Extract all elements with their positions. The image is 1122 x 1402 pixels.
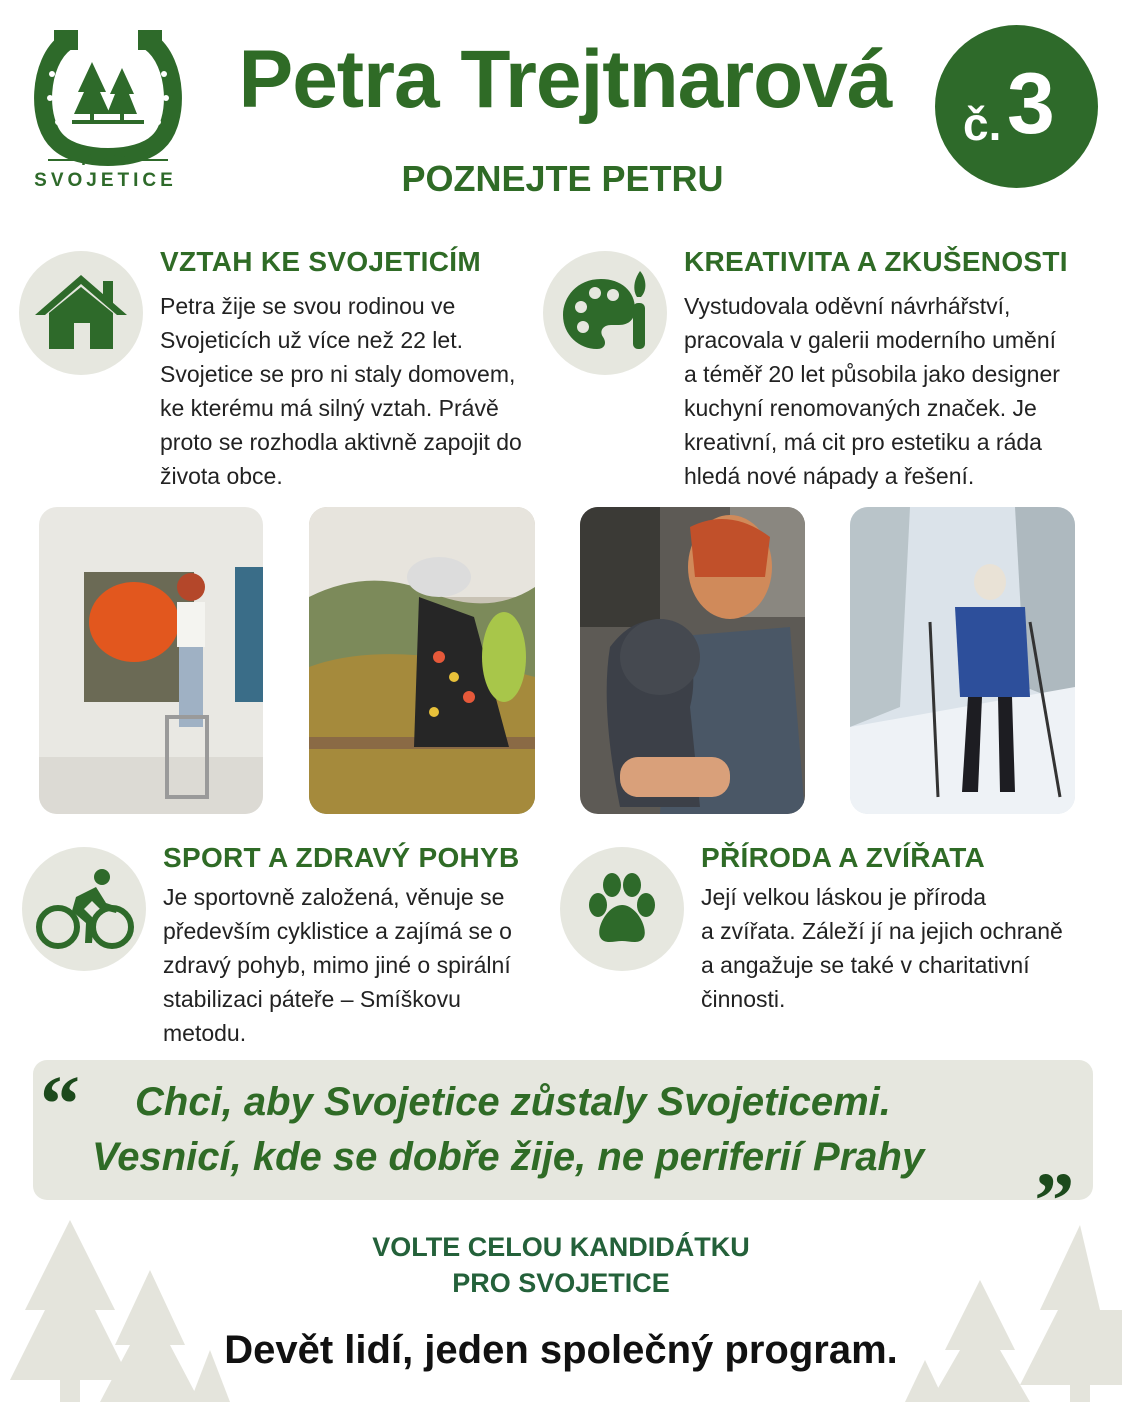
text-line: pracovala v galerii moderního umění — [684, 327, 1057, 353]
text-line: Svojetice se pro ni staly domovem, — [160, 361, 516, 387]
open-quote-mark: “ — [40, 1061, 80, 1149]
logo-text-pro: PRO — [81, 150, 130, 169]
text-line: zdravý pohyb, mimo jiné o spirální — [163, 952, 511, 978]
text-line: ke kterému má silný vztah. Právě — [160, 395, 499, 421]
text-line: Její velkou láskou je příroda — [701, 884, 987, 910]
palette-brush-icon — [543, 251, 667, 375]
number-value: 3 — [1007, 56, 1055, 152]
text-line: a zvířata. Záleží jí na jejich ochraně — [701, 918, 1063, 944]
text-line: a angažuje se také v charitativní — [701, 952, 1030, 978]
paw-icon — [560, 847, 684, 971]
section-body-nature — [701, 880, 1081, 1016]
text-line: Petra žije se svou rodinou ve — [160, 293, 456, 319]
cyclist-icon — [22, 847, 146, 971]
text-line: především cyklistice a zajímá se o — [163, 918, 512, 944]
section-body-sport — [163, 880, 543, 1050]
number-prefix: č. — [963, 98, 1002, 150]
photo-painting — [39, 507, 263, 814]
house-icon — [19, 251, 143, 375]
section-heading-sport: SPORT A ZDRAVÝ POHYB — [163, 842, 520, 873]
section-heading-community: VZTAH KE SVOJETICÍM — [160, 246, 481, 277]
text-line: života obce. — [160, 463, 283, 489]
section-heading-nature: PŘÍRODA A ZVÍŘATA — [701, 842, 986, 873]
text-line: proto se rozhodla aktivně zapojit do — [160, 429, 522, 455]
text-line: hledá nové nápady a řešení. — [684, 463, 975, 489]
tagline: Devět lidí, jeden společný program. — [224, 1328, 898, 1372]
vote-line-1: VOLTE CELOU KANDIDÁTKU — [372, 1232, 750, 1262]
section-body-creativity — [684, 289, 1084, 493]
quote-line-2: Vesnicí, kde se dobře žije, ne periferií Prahy — [92, 1135, 925, 1179]
page-subtitle: POZNEJTE PETRU — [401, 158, 724, 199]
section-body-community — [160, 289, 540, 493]
photo-cycling-viewpoint — [309, 507, 535, 814]
quote-line-1: Chci, aby Svojetice zůstaly Svojeticemi. — [135, 1080, 891, 1124]
text-line: metodu. — [163, 1020, 247, 1046]
text-line: kuchyní renomovaných značek. Je — [684, 395, 1037, 421]
section-heading-creativity: KREATIVITA A ZKUŠENOSTI — [684, 246, 1068, 277]
text-line: Svojeticích už více než 22 let. — [160, 327, 463, 353]
text-line: kreativní, má cit pro estetiku a ráda — [684, 429, 1042, 455]
photo-skiing — [850, 507, 1075, 814]
logo-text-svojetice: SVOJETICE — [34, 170, 177, 191]
close-quote-mark: „ — [1035, 1116, 1075, 1204]
candidate-name: Petra Trejtnarová — [238, 34, 892, 125]
text-line: činnosti. — [701, 986, 786, 1012]
vote-line-2: PRO SVOJETICE — [452, 1268, 670, 1298]
text-line: Vystudovala oděvní návrhářství, — [684, 293, 1011, 319]
text-line: a téměř 20 let působila jako designer — [684, 361, 1060, 387]
candidate-number-badge — [935, 25, 1098, 188]
text-line: stabilizaci páteře – Smíškovu — [163, 986, 461, 1012]
photo-with-dog — [580, 507, 805, 814]
text-line: Je sportovně založená, věnuje se — [163, 884, 505, 910]
